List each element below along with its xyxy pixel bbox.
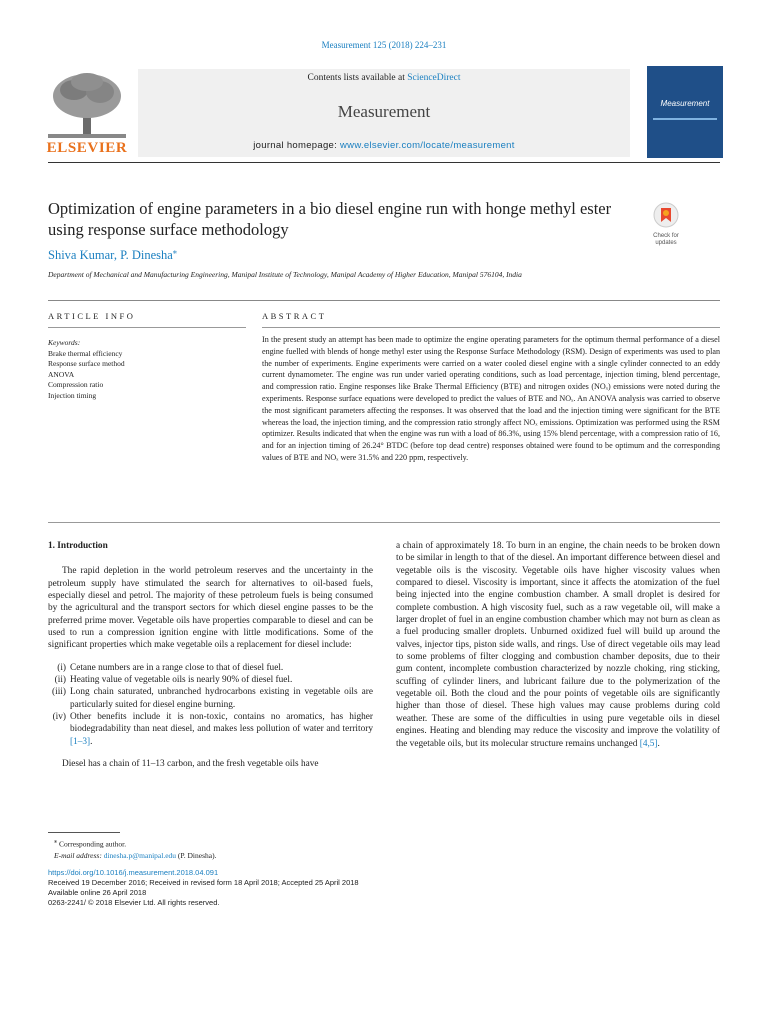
body-column-right xyxy=(396,540,720,750)
footnote xyxy=(54,836,216,861)
body-column-left xyxy=(48,540,373,771)
abstract-rule xyxy=(262,327,720,328)
contents-line xyxy=(138,73,630,83)
citation-link[interactable]: [1–3] xyxy=(70,736,91,747)
journal-homepage xyxy=(138,140,630,151)
homepage-link[interactable]: www.elsevier.com/locate/measurement xyxy=(340,140,515,151)
section-heading: 1. Introduction xyxy=(48,541,108,551)
author-name[interactable]: P. Dinesha xyxy=(120,248,173,263)
keyword-item: Injection timing xyxy=(48,390,97,400)
article-info-heading: ARTICLE INFO xyxy=(48,311,136,321)
header-rule xyxy=(48,162,720,163)
doi-link[interactable]: https://doi.org/10.1016/j.measurement.2018.04.091 xyxy=(48,868,219,877)
affiliation: Department of Mechanical and Manufacturing Engineering, Manipal Institute of Technology, Manipal Academy of Higher Education, Manipal 576104, India xyxy=(48,270,522,279)
email-label: E-mail address: xyxy=(54,850,104,860)
abstract-end-rule xyxy=(48,522,720,523)
authors: Shiva Kumar, P. Dinesha⁎ xyxy=(48,247,177,263)
list-item xyxy=(48,711,373,748)
paragraph-text: a chain of approximately 18. To burn in an engine, the chain needs to be broken down to be similar in length to that of the diesel. An important difference between diesel and vegetable oils is the viscosity. Vegetable oils have higher viscosity values when compared to diesel. Viscosity is important, since it affects the atomization of the fuel being injected into the engine combustion chamber. A small droplet is desired for complete combustion. A high viscosity fuel, such as a raw vegetable oil, will make a larger droplet of fuel in an engine combustion chamber which may not burn as clean as a fuel producing smaller droplets. Unburned oxidized fuel will build up around the valves, injector tips, piston side walls, and rings. Use of direct vegetable oils may lead to some problems of filter clogging and combustion chamber deposits, due to their gum content, incomplete combustion characterized by nozzle choking, ring sticking, scuffing of cylinder liners, and lubricant failure due to the polymerization of the vegetable oil. Both the cloud and the pour points of vegetable oils are significantly higher than those of diesel. These high values may cause problems during cold weather. These are some of the difficulties in using pure vegetable oils in diesel engines. Heating and blending may reduce the viscosity and improve the volatility of the vegetable oils, but its molecular structure remains unchanged xyxy=(396,541,720,749)
list-text: Heating value of vegetable oils is nearly 90% of diesel fuel. xyxy=(70,675,293,686)
email-suffix: (P. Dinesha). xyxy=(176,850,217,860)
list-label: (iii) xyxy=(52,687,66,698)
journal-name: Measurement xyxy=(337,102,431,121)
corresponding-mark[interactable]: ⁎ xyxy=(172,247,177,256)
footnote-rule xyxy=(48,832,120,833)
cover-stripe xyxy=(653,118,717,120)
list-item xyxy=(48,674,373,686)
email-line xyxy=(54,850,216,861)
corresponding-label: Corresponding author. xyxy=(59,839,127,849)
sciencedirect-link[interactable]: ScienceDirect xyxy=(407,73,461,83)
elsevier-wordmark: ELSEVIER xyxy=(46,140,128,156)
email-link[interactable]: dinesha.p@manipal.edu xyxy=(103,850,177,860)
keyword-item: Compression ratio xyxy=(48,380,104,389)
paragraph xyxy=(396,540,720,750)
list-text: Long chain saturated, unbranched hydrocarbons existing in vegetable oils are particularly suited for diesel engine burning. xyxy=(70,687,373,710)
keywords-label: Keywords: xyxy=(48,338,81,347)
journal-cover-image[interactable] xyxy=(647,66,723,158)
paragraph-tail: . xyxy=(657,738,660,749)
citation-link[interactable]: [4,5] xyxy=(639,738,658,749)
keywords-block xyxy=(48,338,125,401)
check-for-updates-badge[interactable] xyxy=(646,202,686,247)
list-text: Other benefits include it is non-toxic, contains no aromatics, has higher biodegradability than neat diesel, and makes less pollution of water and territory xyxy=(70,712,373,735)
keyword-item: Response surface method xyxy=(48,359,125,368)
paragraph: Diesel has a chain of 11–13 carbon, and the fresh vegetable oils have xyxy=(62,759,319,770)
section-rule xyxy=(48,300,720,301)
abstract-text: In the present study an attempt has been made to optimize the engine operating parameters for the optimum thermal performance of a diesel engine fuelled with blends of honge methyl ester using the Response Surface Methodology (RSM). Design of experiments was used to plan the number of experiments. Engine experiments were carried on a water cooled diesel engine with a single cylinder connected to an eddy current dynamometer. The engine was run under varied operating conditions, such as load percentage, injection timing, blend percentage, and compression ratio. Engine responses like Brake Thermal Efficiency (BTE) and nitrogen oxides (NOₓ) emissions were noted during the experiments. Response surface equations were developed to predict the values of BTE and NOₓ. An ANOVA analysis was carried to observe the most significant parameters affecting the responses. It was observed that the load and the injection timing were significant for the BTE whereas the load, the injection timing, and the compression ratio strongly affect NOₓ emissions. Optimization was performed using the RSM optimizer. Results indicated that when the engine was run with a load of 86.3%, using 15% blend percentage, with a compression ratio of 16, and for an injection timing of 26.24° BTDC (before top dead centre) responses obtained were found to be optimum and the corresponding values of BTE and NOₓ were 31.5% and 220 ppm, respectively. xyxy=(262,335,720,462)
author-name[interactable]: Shiva Kumar xyxy=(48,248,114,263)
article-meta xyxy=(48,868,359,908)
received-dates: Received 19 December 2016; Received in revised form 18 April 2018; Accepted 25 April 2018 xyxy=(48,878,359,887)
available-online: Available online 26 April 2018 xyxy=(48,888,147,897)
article-title: Optimization of engine parameters in a bio diesel engine run with honge methyl ester using response surface methodology xyxy=(48,199,612,239)
article-info-rule xyxy=(48,327,246,328)
copyright: 0263-2241/ © 2018 Elsevier Ltd. All rights reserved. xyxy=(48,898,220,907)
list-item xyxy=(48,662,373,674)
list-text-tail: . xyxy=(90,736,93,747)
abstract-heading: ABSTRACT xyxy=(262,311,327,321)
list-label: (i) xyxy=(57,662,66,673)
list-label: (iv) xyxy=(52,712,66,723)
check-updates-icon xyxy=(653,202,679,228)
keyword-item: Brake thermal efficiency xyxy=(48,348,123,358)
homepage-label: journal homepage: xyxy=(253,140,340,151)
list-text: Cetane numbers are in a range close to that of diesel fuel. xyxy=(70,662,284,673)
list-item xyxy=(48,686,373,711)
check-updates-label: Check for updates xyxy=(653,233,679,246)
footnote-mark: ⁎ xyxy=(54,838,58,845)
cover-title: Measurement xyxy=(660,99,710,108)
journal-citation[interactable]: Measurement 125 (2018) 224–231 xyxy=(321,40,447,50)
keyword-item: ANOVA xyxy=(48,369,75,379)
corresponding-author-note xyxy=(54,836,216,850)
paragraph: The rapid depletion in the world petroleum reserves and the uncertainty in the petroleum supply have stimulated the search for alternatives to oil-based fuels, especially diesel and petrol. The majority of these petroleum fuels is being consumed by the agricultural and the transport sectors for which diesel engine passes to be the preferred prime mover. Vegetable oils have properties comparable to diesel and can be used to run a compression ignition engine with little modifications. Some of the significant properties which make vegetable oils a replacement for diesel include: xyxy=(48,566,373,651)
contents-prefix: Contents lists available at xyxy=(307,73,408,83)
properties-list xyxy=(48,662,373,748)
list-label: (ii) xyxy=(54,675,66,686)
